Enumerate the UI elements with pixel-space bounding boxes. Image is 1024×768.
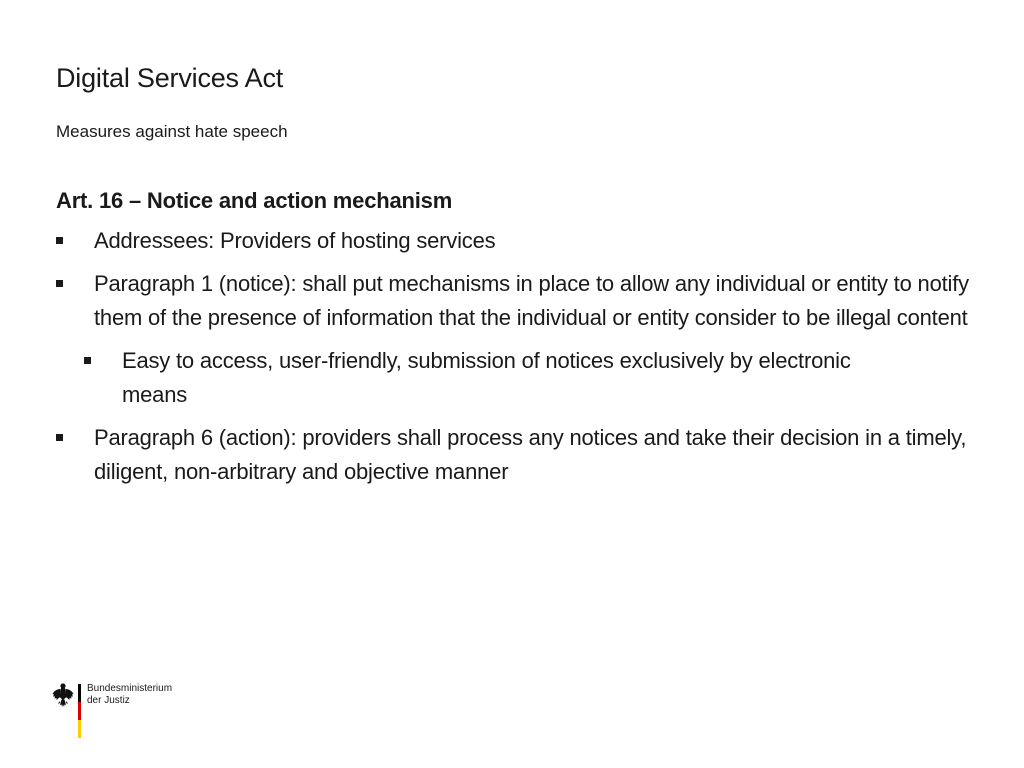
flag-red-stripe bbox=[78, 702, 81, 720]
bullet-text: Addressees: Providers of hosting services bbox=[94, 228, 496, 253]
ministry-logo bbox=[52, 682, 182, 742]
square-bullet-icon bbox=[56, 280, 63, 287]
slide-title: Digital Services Act bbox=[56, 63, 284, 93]
bullet-text: Paragraph 6 (action): providers shall process any notices and take their decision in a timely, diligent, non-arbitrary and objective manner bbox=[94, 425, 967, 484]
bullet-item bbox=[56, 267, 976, 335]
slide-content bbox=[56, 184, 976, 498]
square-bullet-icon bbox=[56, 237, 63, 244]
bullet-item bbox=[56, 224, 976, 258]
flag-black-stripe bbox=[78, 684, 81, 702]
bullet-text: Paragraph 1 (notice): shall put mechanisms in place to allow any individual or entity to notify them of the presence of information that the individual or entity consider to be illegal content bbox=[94, 271, 969, 330]
bullet-text: Easy to access, user-friendly, submission of notices exclusively by electronic means bbox=[122, 348, 851, 407]
ministry-name bbox=[87, 683, 172, 707]
federal-eagle-icon bbox=[52, 682, 74, 708]
flag-stripe bbox=[78, 684, 81, 738]
flag-gold-stripe bbox=[78, 720, 81, 738]
bullet-item bbox=[56, 421, 976, 489]
section-heading: Art. 16 – Notice and action mechanism bbox=[56, 188, 453, 213]
ministry-name-line2: der Justiz bbox=[87, 695, 130, 706]
bullet-list bbox=[56, 224, 976, 489]
square-bullet-icon bbox=[56, 434, 63, 441]
square-bullet-icon bbox=[84, 357, 91, 364]
slide-subtitle: Measures against hate speech bbox=[56, 122, 288, 141]
sub-bullet-item bbox=[84, 344, 882, 412]
ministry-name-line1: Bundesministerium bbox=[87, 683, 173, 694]
